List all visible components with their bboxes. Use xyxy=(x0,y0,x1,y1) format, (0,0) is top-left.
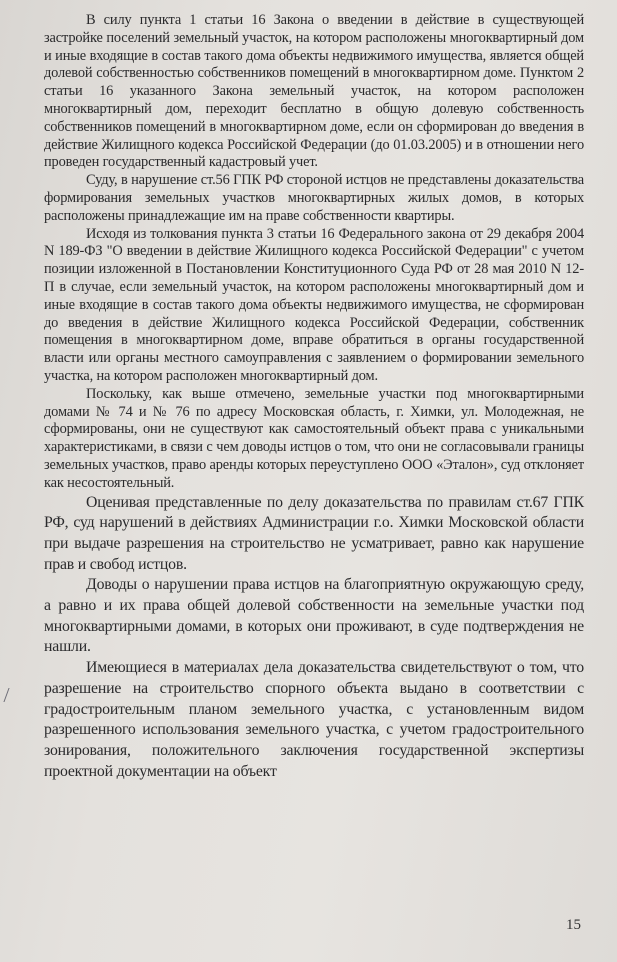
page-number: 15 xyxy=(566,917,581,933)
paragraph-2: Суду, в нарушение ст.56 ГПК РФ стороной истцов не представлены доказательства формирования земельных участков многоквартирных жилых домов, в которых расположены принадлежащие им на праве собственности квартиры. xyxy=(44,172,584,224)
paragraph-6: Доводы о нарушении права истцов на благоприятную окружающую среду, а равно и их права общей долевой собственности на земельные участки под многоквартирными домами, в которых они проживают, в суде подтверждения не нашли. xyxy=(44,576,584,656)
paragraph-1: В силу пункта 1 статьи 16 Закона о введении в действие в существующей застройке поселений земельный участок, на котором расположены многоквартирный дом и иные входящие в состав такого дома объекты недвижимого имущества, является общей долевой собственностью собственников помещений в многоквартирном доме. Пунктом 2 статьи 16 указанного Закона земельный участок, на котором расположен многоквартирный дом, переходит бесплатно в общую долевую собственность собственников помещений в многоквартирном доме, если он сформирован до введения в действие Жилищного кодекса Российской Федерации (до 01.03.2005) и в отношении него проведен государственный кадастровый учет. xyxy=(44,12,584,171)
document-body xyxy=(44,12,584,782)
paragraph-5: Оценивая представленные по делу доказательства по правилам ст.67 ГПК РФ, суд нарушений в действиях Администрации г.о. Химки Московской области при выдаче разрешения на строительство не усматривает, равно как нарушение прав и свобод истцов. xyxy=(44,493,584,573)
paragraph-4: Поскольку, как выше отмечено, земельные участки под многоквартирными домами № 74 и № 76 по адресу Московская область, г. Химки, ул. Молодежная, не сформированы, они не существуют как самостоятельный объект права с уникальными характеристиками, в связи с чем доводы истцов о том, что они не согласовывали границы земельных участков, право аренды которых переуступлено ООО «Эталон», суд отклоняет как несостоятельный. xyxy=(44,385,584,491)
margin-pen-mark xyxy=(3,688,13,702)
paragraph-3: Исходя из толкования пункта 3 статьи 16 Федерального закона от 29 декабря 2004 N 189-ФЗ "О введении в действие Жилищного кодекса Российской Федерации" с учетом позиции изложенной в Постановлении Конституционного Суда РФ от 28 мая 2010 N 12-П в случае, если земельный участок, на котором расположены многоквартирный дом и иные входящие в состав такого дома объекты недвижимого имущества, не сформирован до введения в действие Жилищного кодекса Российской Федерации, собственник помещения в многоквартирном доме, вправе обратиться в органы государственной власти или органы местного самоуправления с заявлением о формировании земельного участка, на котором расположен многоквартирный дом. xyxy=(44,225,584,384)
paragraph-7: Имеющиеся в материалах дела доказательства свидетельствуют о том, что разрешение на строительство спорного объекта выдано в соответствии с градостроительным планом земельного участка, с установленным видом разрешенного использования земельного участка, с учетом градостроительного зонирования, положительного заключения государственной экспертизы проектной документации на объект xyxy=(44,659,584,780)
